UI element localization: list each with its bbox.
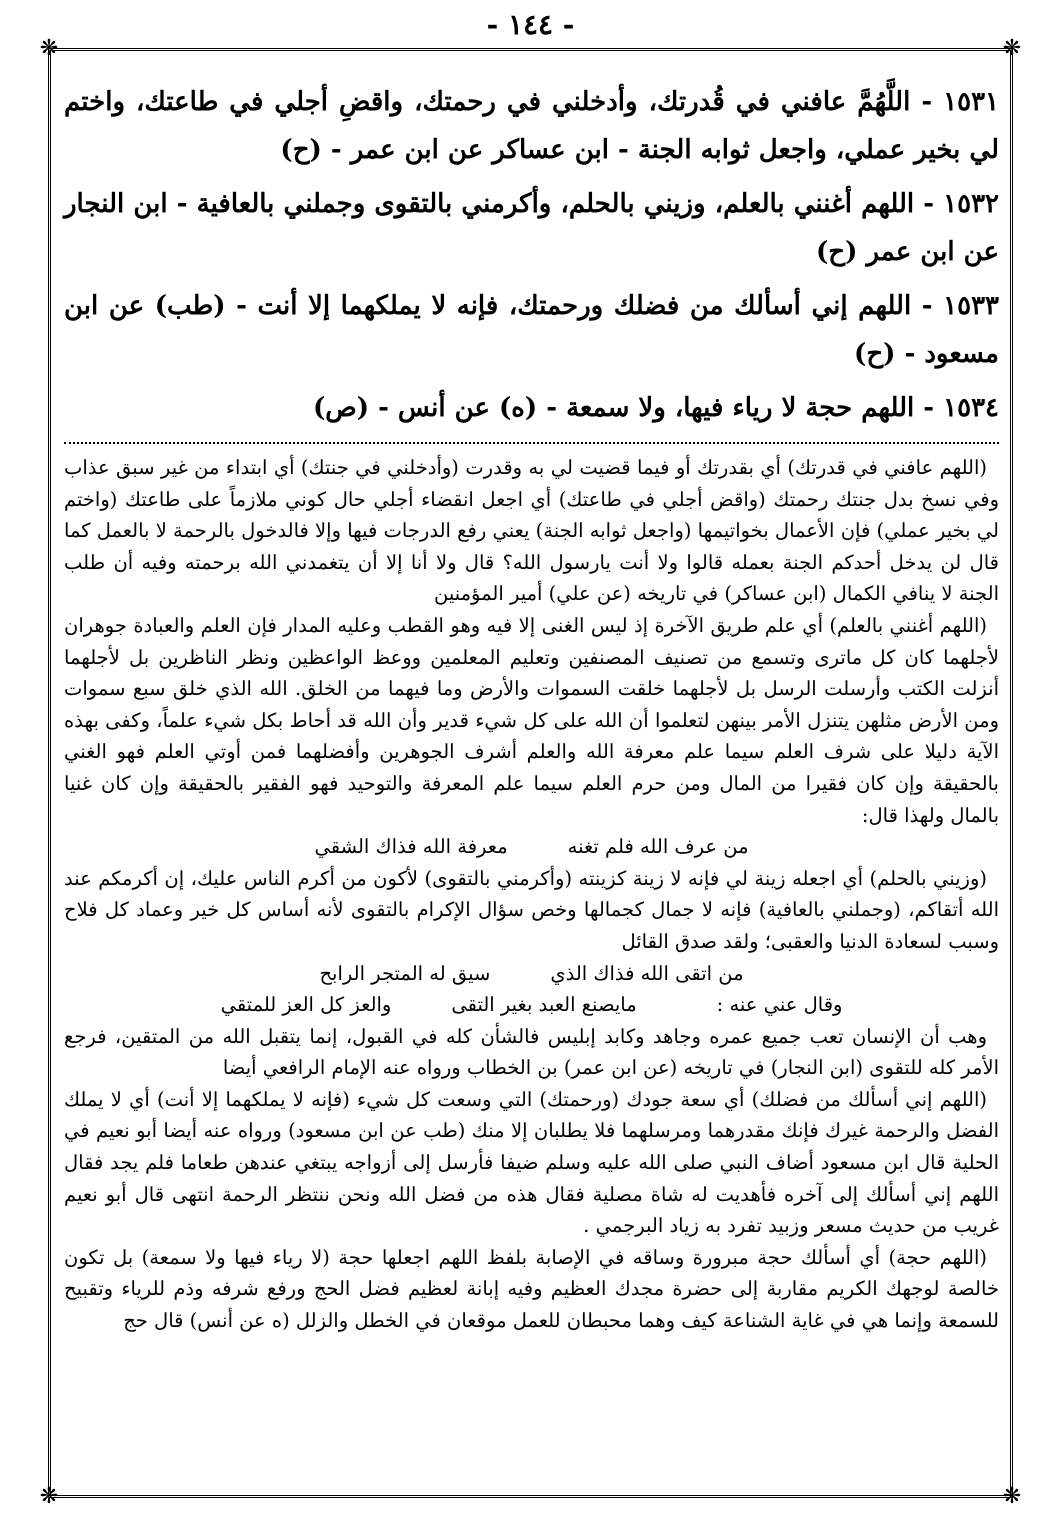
corner-ornament-icon: ❋ xyxy=(1002,36,1022,61)
poetry-verse xyxy=(64,958,999,990)
commentary-paragraph: (وزيني بالحلم) أي اجعله زينة لي فإنه لا زينة كزينته (وأكرمني بالتقوى) لأكون من أكرم الناس عليك، إن أكرمكم عند الله أتقاكم، (وجملني بالعافية) فإنه لا جمال كجمالها وخص سؤال الإكرام بالتقوى لأنه أساس كل خير وعماد كل فلاح وسبب لسعادة الدنيا والعقبى؛ ولقد صدق القائل xyxy=(64,866,999,953)
verse-hemistich: من اتقى الله فذاك الذي xyxy=(550,961,744,985)
page-number: - ١٤٤ - xyxy=(486,8,575,41)
dotted-divider xyxy=(64,442,999,444)
commentary-paragraph: (اللهم إني أسألك من فضلك) أي سعة جودك (ورحمتك) التي وسعت كل شيء (فإنه لا يملكهما إلا أنت) أي لا يملك الفضل والرحمة غيرك فإنك مقدرهما ومرسلهما فلا يطلبان إلا منك (طب عن ابن مسعود) ورواه عنه أيضا أبو نعيم في الحلية قال ابن مسعود أضاف النبي صلى الله عليه وسلم ضيفا فأرسل إلى أزواجه يبتغي عندهن طعاما فلم يجد فقال اللهم إني أسألك إلى آخره فأهديت له شاة مصلية فقال هذه من فضل الله ونحن ننتظر الرحمة انتهى قال أبو نعيم غريب من حديث مسعر وزبيد تفرد به زياد البرجمي . xyxy=(64,1087,999,1238)
verse-hemistich: من عرف الله فلم تغنه xyxy=(567,835,749,859)
commentary-paragraph: (اللهم أغنني بالعلم) أي علم طريق الآخرة إذ ليس الغنى إلا فيه وهو القطب وعليه المدار فإن العلم والعبادة جوهران لأجلهما كان كل ماترى وتسمع من تصنيف المصنفين وتعليم المعلمين ووعظ الواعظين ونظر الناظرين بل لأجلهما أنزلت الكتب وأرسلت الرسل بل لأجلهما خلقت السموات والأرض وما فيهما من الخلق. الله الذي خلق سبع سموات ومن الأرض مثلهن يتنزل الأمر بينهن لتعلموا أن الله على كل شيء قدير وأن الله قد أحاط بكل شيء علماً، وكفى بهذه الآية دليلا على شرف العلم سيما علم معرفة الله والعلم أشرف الجوهرين وأفضلهما فمن أوتي العلم فهو الغني بالحقيقة وإن كان فقيرا من المال ومن حرم العلم سيما علم المعرفة والتوحيد فهو الفقير بالحقيقة وإن كان غنيا بالمال ولهذا قال: xyxy=(64,613,999,827)
page-body xyxy=(64,78,999,1337)
verse-intro-label: وقال عني عنه : xyxy=(716,993,843,1017)
commentary-paragraph: وهب أن الإنسان تعب جميع عمره وجاهد وكابد إبليس فالشأن كله في القبول، إنما يتقبل الله من المتقين، فرجع الأمر كله للتقوى (ابن النجار) في تاريخه (عن ابن عمر) بن الخطاب ورواه عنه الإمام الرافعي أيضا xyxy=(64,1024,999,1080)
hadith-1533: ١٥٣٣ - اللهم إني أسألك من فضلك ورحمتك، فإنه لا يملكهما إلا أنت - (طب) عن ابن مسعود - (ح) xyxy=(64,291,999,369)
verse-hemistich: معرفة الله فذاك الشقي xyxy=(314,835,508,859)
hadith-1532: ١٥٣٢ - اللهم أغنني بالعلم، وزيني بالحلم، وأكرمني بالتقوى وجملني بالعافية - ابن النجار عن ابن عمر (ح) xyxy=(64,189,999,267)
commentary-paragraph: (اللهم عافني في قدرتك) أي بقدرتك أو فيما قضيت لي به وقدرت (وأدخلني في جنتك) أي ابتداء من غير سبق عذاب وفي نسخ بدل جنتك رحمتك (واقض أجلي في طاعتك) أي اجعل انقضاء أجلي حال كوني ملازماً على طاعتك (واختم لي بخير عملي) فإن الأعمال بخواتيمها (واجعل ثوابه الجنة) يعني رفع الدرجات فيها وإلا فالدخول بالرحمة لا بالعمل كما قال لن يدخل أحدكم الجنة بعمله قالوا ولا أنت يارسول الله؟ قال ولا أنا إلا أن يتغمدني الله برحمته وفيه أن طلب الجنة لا ينافي الكمال (ابن عساكر) في تاريخه (عن علي) أمير المؤمنين xyxy=(64,456,999,606)
verse-hemistich: مايصنع العبد بغير التقى xyxy=(451,993,637,1017)
commentary-paragraph: (اللهم حجة) أي أسألك حجة مبرورة وساقه في الإصابة بلفظ اللهم اجعلها حجة (لا رياء فيها ولا سمعة) بل تكون خالصة لوجهك الكريم مقاربة إلى حضرة مجدك العظيم وفيه إبانة لعظيم فضل الحج ورفع شرفه وذم للرياء وتقبيح للسمعة وإنما هي في غاية الشناعة كيف وهما محبطان للعمل موقعان في الخطل والزلل (ه عن أنس) قال حج xyxy=(64,1245,999,1333)
corner-ornament-icon: ❋ xyxy=(1002,1484,1022,1509)
hadith-1534: ١٥٣٤ - اللهم حجة لا رياء فيها، ولا سمعة - (ه) عن أنس - (ص) xyxy=(313,393,999,423)
corner-ornament-icon: ❋ xyxy=(39,36,59,61)
poetry-verse xyxy=(64,831,999,863)
hadith-1531: ١٥٣١ - اللَّهُمَّ عافني في قُدرتك، وأدخلني في رحمتك، واقضِ أجلي في طاعتك، واختم لي بخير عملي، واجعل ثوابه الجنة - ابن عساكر عن ابن عمر - (ح) xyxy=(64,87,999,165)
verse-hemistich: والعز كل العز للمتقي xyxy=(220,993,392,1017)
verse-hemistich: سيق له المتجر الرابح xyxy=(319,961,491,985)
hadith-section xyxy=(64,78,999,432)
corner-ornament-icon: ❋ xyxy=(39,1484,59,1509)
commentary-section xyxy=(64,452,999,1337)
poetry-verse xyxy=(64,989,999,1021)
